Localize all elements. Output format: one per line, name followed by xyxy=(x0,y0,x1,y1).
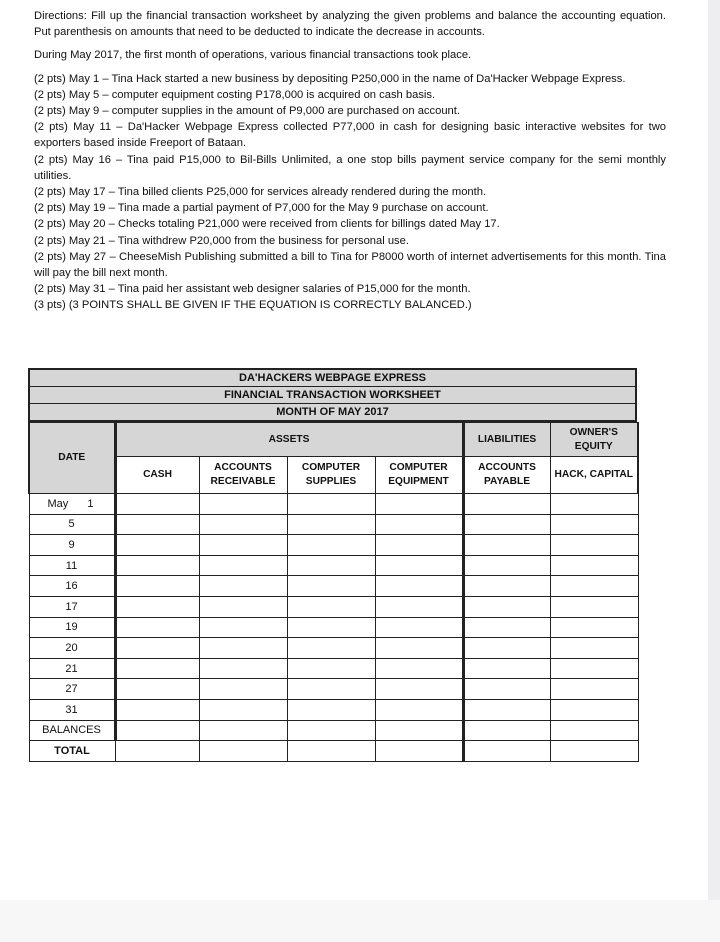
payable-cell[interactable] xyxy=(463,617,550,638)
receivable-cell[interactable] xyxy=(199,617,287,638)
cash-cell[interactable] xyxy=(115,596,199,617)
liabilities-total-cell[interactable] xyxy=(463,741,550,762)
supplies-cell[interactable] xyxy=(287,679,375,700)
worksheet-title: FINANCIAL TRANSACTION WORKSHEET xyxy=(30,387,635,404)
supplies-cell[interactable] xyxy=(287,494,375,515)
page-bottom-margin xyxy=(0,900,720,942)
capital-cell[interactable] xyxy=(550,596,638,617)
problem-item: (2 pts) May 31 – Tina paid her assistant web designer salaries of P15,000 for the month. xyxy=(34,283,471,296)
capital-cell[interactable] xyxy=(550,514,638,535)
problem-item: (2 pts) May 11 – Da'Hacker Webpage Express collected P77,000 in cash for designing basic interactive websites for two exporters based inside Freeport of Bataan. xyxy=(34,121,666,150)
equipment-cell[interactable] xyxy=(375,494,463,515)
problem-item: (2 pts) May 1 – Tina Hack started a new business by depositing P250,000 in the name of Da'Hacker Webpage Express. xyxy=(34,72,626,85)
capital-cell[interactable] xyxy=(550,535,638,556)
supplies-cell[interactable] xyxy=(287,535,375,556)
supplies-cell[interactable] xyxy=(287,514,375,535)
table-row xyxy=(29,494,638,515)
supplies-cell[interactable] xyxy=(287,596,375,617)
cash-cell[interactable] xyxy=(115,638,199,659)
receivable-cell[interactable] xyxy=(199,679,287,700)
date-cell: 17 xyxy=(29,596,115,617)
capital-cell[interactable] xyxy=(550,699,638,720)
cash-cell[interactable] xyxy=(115,514,199,535)
capital-cell[interactable] xyxy=(550,576,638,597)
table-row xyxy=(29,638,638,659)
problem-item: (2 pts) May 17 – Tina billed clients P25,000 for services already rendered during the month. xyxy=(34,186,487,199)
cash-cell[interactable] xyxy=(115,658,199,679)
supplies-cell[interactable] xyxy=(287,617,375,638)
equipment-balance-cell[interactable] xyxy=(375,720,463,741)
equipment-cell[interactable] xyxy=(375,679,463,700)
cash-cell[interactable] xyxy=(115,679,199,700)
table-row xyxy=(29,576,638,597)
date-cell: 11 xyxy=(29,555,115,576)
worksheet-period: MONTH OF MAY 2017 xyxy=(276,406,389,418)
company-name: DA'HACKERS WEBPAGE EXPRESS xyxy=(30,370,635,387)
capital-cell[interactable] xyxy=(550,617,638,638)
computer-equipment-column-header: COMPUTER EQUIPMENT xyxy=(375,457,463,494)
date-cell xyxy=(29,494,115,515)
table-row xyxy=(29,699,638,720)
receivable-balance-cell[interactable] xyxy=(199,720,287,741)
table-row xyxy=(29,658,638,679)
transaction-worksheet xyxy=(28,368,637,762)
cash-cell[interactable] xyxy=(115,555,199,576)
receivable-cell[interactable] xyxy=(199,535,287,556)
table-row xyxy=(29,535,638,556)
equipment-cell[interactable] xyxy=(375,658,463,679)
problem-item: (2 pts) May 5 – computer equipment costing P178,000 is acquired on cash basis. xyxy=(34,88,436,101)
date-cell: 31 xyxy=(29,699,115,720)
receivable-cell[interactable] xyxy=(199,576,287,597)
capital-cell[interactable] xyxy=(550,555,638,576)
problem-item: (2 pts) May 20 – Checks totaling P21,000 were received from clients for billings dated May 17. xyxy=(34,218,500,231)
capital-cell[interactable] xyxy=(550,638,638,659)
equipment-cell[interactable] xyxy=(375,535,463,556)
payable-cell[interactable] xyxy=(463,638,550,659)
date-cell: 21 xyxy=(29,658,115,679)
worksheet-table xyxy=(28,422,639,762)
payable-cell[interactable] xyxy=(463,494,550,515)
equipment-cell[interactable] xyxy=(375,699,463,720)
supplies-cell[interactable] xyxy=(287,658,375,679)
equipment-cell[interactable] xyxy=(375,514,463,535)
supplies-balance-cell[interactable] xyxy=(287,720,375,741)
cash-column-header: CASH xyxy=(115,457,199,494)
payable-cell[interactable] xyxy=(463,555,550,576)
cash-balance-cell[interactable] xyxy=(115,720,199,741)
cash-cell[interactable] xyxy=(115,699,199,720)
problem-item: (2 pts) May 19 – Tina made a partial payment of P7,000 for the May 9 purchase on account. xyxy=(34,202,489,215)
table-row xyxy=(29,617,638,638)
date-cell: 9 xyxy=(29,535,115,556)
equity-header: OWNER'S EQUITY xyxy=(550,423,638,457)
assets-header: ASSETS xyxy=(115,423,463,457)
payable-cell[interactable] xyxy=(463,596,550,617)
month-label: May xyxy=(47,497,69,510)
supplies-cell[interactable] xyxy=(287,699,375,720)
accounts-receivable-column-header: ACCOUNTS RECEIVABLE xyxy=(199,457,287,494)
cash-cell[interactable] xyxy=(115,494,199,515)
table-row xyxy=(29,555,638,576)
capital-cell[interactable] xyxy=(550,658,638,679)
payable-cell[interactable] xyxy=(463,699,550,720)
worksheet-header xyxy=(28,368,637,422)
capital-column-header: HACK, CAPITAL xyxy=(550,457,638,494)
supplies-cell[interactable] xyxy=(287,638,375,659)
liabilities-header: LIABILITIES xyxy=(463,423,550,457)
instructions xyxy=(34,8,666,314)
computer-supplies-column-header: COMPUTER SUPPLIES xyxy=(287,457,375,494)
payable-cell[interactable] xyxy=(463,535,550,556)
capital-balance-cell[interactable] xyxy=(550,720,638,741)
receivable-cell[interactable] xyxy=(199,555,287,576)
cash-cell[interactable] xyxy=(115,617,199,638)
equipment-cell[interactable] xyxy=(375,596,463,617)
receivable-cell[interactable] xyxy=(199,494,287,515)
table-row xyxy=(29,514,638,535)
payable-cell[interactable] xyxy=(463,514,550,535)
problem-item: (2 pts) May 16 – Tina paid P15,000 to Bil-Bills Unlimited, a one stop bills payment service company for the semi monthly utilities. xyxy=(34,153,666,182)
cash-cell[interactable] xyxy=(115,576,199,597)
payable-cell[interactable] xyxy=(463,658,550,679)
capital-cell[interactable] xyxy=(550,679,638,700)
date-header: DATE xyxy=(29,423,115,494)
equipment-cell[interactable] xyxy=(375,555,463,576)
accounts-payable-column-header: ACCOUNTS PAYABLE xyxy=(463,457,550,494)
problem-item: (2 pts) May 27 – CheeseMish Publishing submitted a bill to Tina for P8000 worth of internet advertisements for this month. Tina will pay the bill next month. xyxy=(34,250,666,280)
intro-text: During May 2017, the first month of operations, various financial transactions took place. xyxy=(34,49,472,62)
table-row xyxy=(29,596,638,617)
payable-balance-cell[interactable] xyxy=(463,720,550,741)
receivable-cell[interactable] xyxy=(199,658,287,679)
cash-cell[interactable] xyxy=(115,535,199,556)
problem-item: (3 pts) (3 POINTS SHALL BE GIVEN IF THE EQUATION IS CORRECTLY BALANCED.) xyxy=(34,299,472,312)
date-cell: 19 xyxy=(29,617,115,638)
equipment-cell[interactable] xyxy=(375,617,463,638)
total-row xyxy=(29,741,638,762)
date-cell: 16 xyxy=(29,576,115,597)
problem-list xyxy=(34,71,666,314)
assets-total-cell[interactable] xyxy=(375,741,463,762)
problem-item: (2 pts) May 21 – Tina withdrew P20,000 from the business for personal use. xyxy=(34,234,409,247)
receivable-cell[interactable] xyxy=(199,514,287,535)
date-cell: 5 xyxy=(29,514,115,535)
total-label: TOTAL xyxy=(29,741,115,762)
payable-cell[interactable] xyxy=(463,576,550,597)
supplies-cell[interactable] xyxy=(287,555,375,576)
problem-item: (2 pts) May 9 – computer supplies in the amount of P9,000 are purchased on account. xyxy=(34,105,460,118)
payable-cell[interactable] xyxy=(463,679,550,700)
balances-row xyxy=(29,720,638,741)
receivable-cell[interactable] xyxy=(199,699,287,720)
day-label: 1 xyxy=(87,497,94,510)
date-cell: 27 xyxy=(29,679,115,700)
table-row xyxy=(29,679,638,700)
balances-label: BALANCES xyxy=(29,720,115,741)
date-cell: 20 xyxy=(29,638,115,659)
directions-text: Directions: Fill up the financial transaction worksheet by analyzing the given problems and balance the accounting equation. Put parenthesis on amounts that need to be deducted to indicate the decrease in accounts. xyxy=(34,10,666,39)
receivable-cell[interactable] xyxy=(199,638,287,659)
supplies-cell[interactable] xyxy=(287,576,375,597)
capital-cell[interactable] xyxy=(550,494,638,515)
receivable-cell[interactable] xyxy=(199,596,287,617)
equipment-cell[interactable] xyxy=(375,638,463,659)
equipment-cell[interactable] xyxy=(375,576,463,597)
